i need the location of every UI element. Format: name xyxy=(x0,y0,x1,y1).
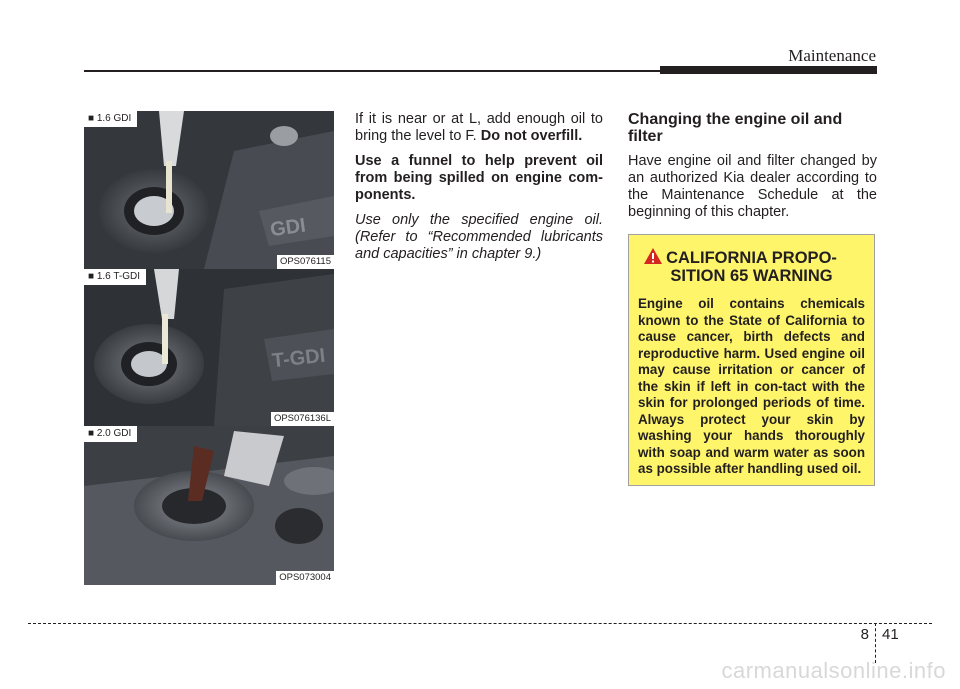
add-oil-paragraph xyxy=(355,111,603,145)
photo-code: OPS073004 xyxy=(276,571,334,585)
watermark: carmanualsonline.info xyxy=(721,658,946,683)
photo-code: OPS076136L xyxy=(271,412,334,426)
engine-photo-1-6-gdi xyxy=(84,111,334,269)
photo-label: ■ 2.0 GDI xyxy=(84,426,137,442)
engine-oil-fill-illustration xyxy=(84,426,334,585)
section-title: Maintenance xyxy=(788,46,876,65)
engine-cover-badge: GDI xyxy=(268,214,308,242)
warning-title xyxy=(638,249,865,285)
photo-label: ■ 1.6 GDI xyxy=(84,111,137,127)
oil-refill-instructions xyxy=(355,111,603,271)
engine-oil-fill-illustration xyxy=(84,111,334,269)
section-body: Have engine oil and filter changed by an authorized Kia dealer according to the Maintenance Schedule at the beginning of this chapter. xyxy=(628,153,877,220)
warning-title-line-1: CALIFORNIA PROPO- xyxy=(666,249,837,267)
add-oil-text: If it is near or at L, add enough oil to bring the level to F. xyxy=(355,111,603,144)
specified-oil-paragraph: Use only the specified engine oil. (Refer to “Recommended lubricants and capacities” in chapter 9.) xyxy=(355,212,603,262)
page-number: 41 xyxy=(882,626,899,643)
warning-body: Engine oil contains chemicals known to the State of California to cause cancer, birth defects and reproductive harm. Used engine oil may cause irritation or cancer of the skin if left in con-tact with the skin for prolonged periods of time. Always protect your skin by washing your hands thoroughly with soap and warm water as soon as possible after handling used oil. xyxy=(638,296,865,476)
chapter-number: 8 xyxy=(860,626,869,643)
changing-oil-section xyxy=(628,111,877,221)
section-heading: Changing the engine oil and filter xyxy=(628,111,843,145)
do-not-overfill-text: Do not overfill. xyxy=(480,128,583,144)
california-prop-65-warning xyxy=(628,234,875,486)
warning-triangle-icon xyxy=(643,247,663,269)
engine-oil-fill-illustration xyxy=(84,269,334,426)
footer-rule xyxy=(28,623,932,624)
engine-photo-2-0-gdi xyxy=(84,426,334,585)
photo-label: ■ 1.6 T-GDI xyxy=(84,269,146,285)
header-rule xyxy=(84,70,662,72)
photo-code: OPS076115 xyxy=(277,255,334,269)
warning-title-line-2: SITION 65 WARNING xyxy=(670,267,833,285)
footer-divider xyxy=(875,623,876,663)
funnel-paragraph: Use a funnel to help prevent oil from being spilled on engine com-ponents. xyxy=(355,153,603,203)
header-rule-accent xyxy=(660,66,877,74)
engine-cover-badge: T-GDI xyxy=(270,344,327,373)
engine-photo-1-6-t-gdi xyxy=(84,269,334,426)
